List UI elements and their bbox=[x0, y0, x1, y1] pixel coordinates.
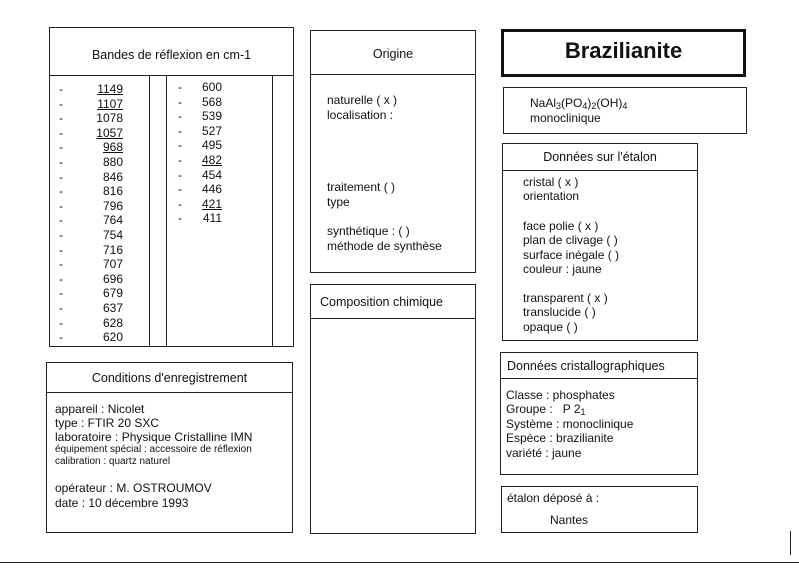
band-dash: - bbox=[178, 167, 182, 182]
composition-box bbox=[310, 284, 476, 534]
band-dash: - bbox=[59, 242, 63, 257]
bands-box bbox=[49, 27, 294, 347]
band-value: 696 bbox=[102, 271, 123, 286]
band-dash: - bbox=[178, 182, 182, 197]
band-row bbox=[59, 272, 123, 287]
band-value: 707 bbox=[102, 257, 123, 272]
etalon-surface: surface inégale ( ) bbox=[523, 248, 620, 262]
band-value: 421 bbox=[201, 196, 222, 211]
conditions-appareil: appareil : Nicolet bbox=[55, 402, 145, 416]
band-row bbox=[59, 82, 123, 97]
band-value: 816 bbox=[102, 184, 123, 199]
band-row bbox=[59, 316, 123, 331]
formula-text: $NaAl_3(PO_4)_2(OH)_4$ bbox=[530, 96, 628, 111]
bands-column-2 bbox=[178, 80, 222, 226]
cristallo-header bbox=[501, 353, 697, 379]
band-dash: - bbox=[178, 94, 182, 109]
band-row bbox=[178, 182, 222, 197]
band-value: 482 bbox=[201, 152, 222, 167]
band-dash: - bbox=[59, 140, 63, 155]
page-title: Brazilianite bbox=[564, 38, 683, 63]
band-dash: - bbox=[178, 80, 182, 94]
etalon-header bbox=[503, 144, 697, 171]
bottom-rule bbox=[0, 562, 799, 563]
band-row bbox=[59, 155, 123, 170]
bands-divider-2 bbox=[166, 76, 167, 346]
band-row bbox=[59, 126, 123, 141]
band-row bbox=[178, 168, 222, 183]
depot-label: étalon déposé à : bbox=[507, 491, 600, 505]
band-row bbox=[59, 301, 123, 316]
band-row bbox=[59, 97, 123, 112]
conditions-calibration: calibration : quartz naturel bbox=[55, 456, 171, 467]
etalon-opaque: opaque ( ) bbox=[523, 320, 578, 334]
formula-box bbox=[503, 87, 747, 134]
band-row bbox=[59, 243, 123, 258]
origine-traitement: traitement ( ) bbox=[327, 180, 396, 194]
cristallo-espece: Espèce : brazilianite bbox=[506, 431, 614, 445]
band-row bbox=[178, 197, 222, 212]
band-dash: - bbox=[178, 196, 182, 211]
band-dash: - bbox=[59, 330, 63, 345]
band-row bbox=[59, 213, 123, 228]
bands-header bbox=[50, 28, 293, 76]
band-value: 568 bbox=[201, 94, 222, 109]
band-value: 1078 bbox=[96, 111, 123, 126]
origine-localisation: localisation : bbox=[327, 108, 394, 122]
band-dash: - bbox=[59, 300, 63, 315]
origine-type: type bbox=[327, 195, 350, 209]
title-box bbox=[501, 29, 746, 77]
band-dash: - bbox=[59, 198, 63, 213]
etalon-header-text: Données sur l'étalon bbox=[543, 150, 657, 164]
band-row bbox=[178, 124, 222, 139]
band-value: 716 bbox=[102, 242, 123, 257]
band-dash: - bbox=[59, 257, 63, 272]
band-row bbox=[59, 228, 123, 243]
cristallo-systeme: Système : monoclinique bbox=[506, 417, 634, 431]
cristallo-classe: Classe : phosphates bbox=[506, 388, 615, 402]
band-dash: - bbox=[178, 138, 182, 153]
band-value: 411 bbox=[202, 211, 222, 226]
edge-mark bbox=[790, 531, 791, 555]
conditions-operateur: opérateur : M. OSTROUMOV bbox=[55, 481, 212, 495]
origine-header bbox=[311, 31, 475, 75]
band-row bbox=[59, 330, 123, 345]
origine-synthetique: synthétique : ( ) bbox=[327, 224, 410, 238]
formula-system: monoclinique bbox=[530, 111, 601, 125]
etalon-transparent: transparent ( x ) bbox=[523, 291, 608, 305]
etalon-couleur: couleur : jaune bbox=[523, 262, 602, 276]
band-value: 454 bbox=[201, 167, 222, 182]
conditions-type: type : FTIR 20 SXC bbox=[55, 416, 160, 430]
etalon-clivage: plan de clivage ( ) bbox=[523, 233, 618, 247]
band-row bbox=[178, 95, 222, 110]
band-value: 679 bbox=[102, 286, 123, 301]
band-row bbox=[59, 140, 123, 155]
cristallo-groupe: Groupe : P $2_1$ bbox=[506, 402, 586, 417]
band-row bbox=[178, 138, 222, 153]
conditions-header bbox=[47, 363, 292, 393]
band-dash: - bbox=[59, 184, 63, 199]
composition-header-text: Composition chimique bbox=[320, 295, 443, 309]
band-dash: - bbox=[59, 227, 63, 242]
bands-header-text: Bandes de réflexion en cm-1 bbox=[91, 48, 252, 62]
band-value: 754 bbox=[102, 227, 123, 242]
etalon-face: face polie ( x ) bbox=[523, 219, 599, 233]
band-value: 628 bbox=[102, 315, 123, 330]
bands-divider-3 bbox=[272, 76, 273, 346]
band-dash: - bbox=[178, 123, 182, 138]
origine-header-text: Origine bbox=[372, 47, 414, 61]
band-row bbox=[178, 211, 222, 226]
band-value: 846 bbox=[102, 169, 123, 184]
conditions-laboratoire: laboratoire : Physique Cristalline IMN bbox=[55, 430, 253, 444]
conditions-date: date : 10 décembre 1993 bbox=[55, 496, 189, 510]
bands-divider-1 bbox=[149, 76, 150, 346]
origine-naturelle: naturelle ( x ) bbox=[327, 93, 398, 107]
band-value: 620 bbox=[102, 330, 123, 345]
band-row bbox=[59, 257, 123, 272]
cristallo-header-text: Données cristallographiques bbox=[507, 359, 665, 373]
band-row bbox=[59, 199, 123, 214]
band-value: 446 bbox=[201, 182, 222, 197]
bands-column-1 bbox=[59, 82, 123, 345]
band-value: 1057 bbox=[96, 125, 123, 140]
band-dash: - bbox=[59, 169, 63, 184]
band-row bbox=[59, 170, 123, 185]
band-dash: - bbox=[59, 213, 63, 228]
etalon-translucide: translucide ( ) bbox=[523, 305, 596, 319]
band-row bbox=[59, 184, 123, 199]
band-dash: - bbox=[178, 152, 182, 167]
depot-box bbox=[501, 486, 698, 533]
cristallo-box bbox=[500, 352, 698, 475]
band-row bbox=[178, 153, 222, 168]
band-row bbox=[178, 109, 222, 124]
band-dash: - bbox=[59, 271, 63, 286]
band-dash: - bbox=[59, 111, 63, 126]
band-dash: - bbox=[59, 315, 63, 330]
band-value: 1149 bbox=[97, 82, 123, 96]
conditions-box bbox=[46, 362, 293, 533]
band-dash: - bbox=[59, 154, 63, 169]
band-value: 796 bbox=[102, 198, 123, 213]
etalon-orientation: orientation bbox=[523, 189, 580, 203]
band-value: 600 bbox=[201, 80, 222, 94]
conditions-equipement: équipement spécial : accessoire de réflexion bbox=[55, 444, 252, 455]
band-value: 495 bbox=[201, 138, 222, 153]
composition-header bbox=[311, 285, 475, 319]
band-dash: - bbox=[59, 82, 63, 96]
etalon-box bbox=[502, 143, 698, 341]
cristallo-variete: variété : jaune bbox=[506, 446, 582, 460]
band-dash: - bbox=[59, 96, 63, 111]
band-dash: - bbox=[59, 286, 63, 301]
band-value: 880 bbox=[102, 154, 123, 169]
band-row bbox=[59, 286, 123, 301]
depot-lieu: Nantes bbox=[550, 513, 589, 527]
origine-methode: méthode de synthèse bbox=[327, 239, 442, 253]
band-value: 764 bbox=[102, 213, 123, 228]
band-dash: - bbox=[59, 125, 63, 140]
band-value: 527 bbox=[201, 123, 222, 138]
band-dash: - bbox=[178, 211, 182, 226]
conditions-header-text: Conditions d'enregistrement bbox=[91, 371, 248, 385]
band-dash: - bbox=[178, 109, 182, 124]
band-value: 1107 bbox=[97, 96, 123, 111]
band-row bbox=[59, 111, 123, 126]
etalon-cristal: cristal ( x ) bbox=[523, 175, 579, 189]
band-value: 539 bbox=[201, 109, 222, 124]
band-value: 637 bbox=[102, 300, 123, 315]
band-value: 968 bbox=[102, 140, 123, 155]
origine-box bbox=[310, 30, 476, 273]
band-row bbox=[178, 80, 222, 95]
